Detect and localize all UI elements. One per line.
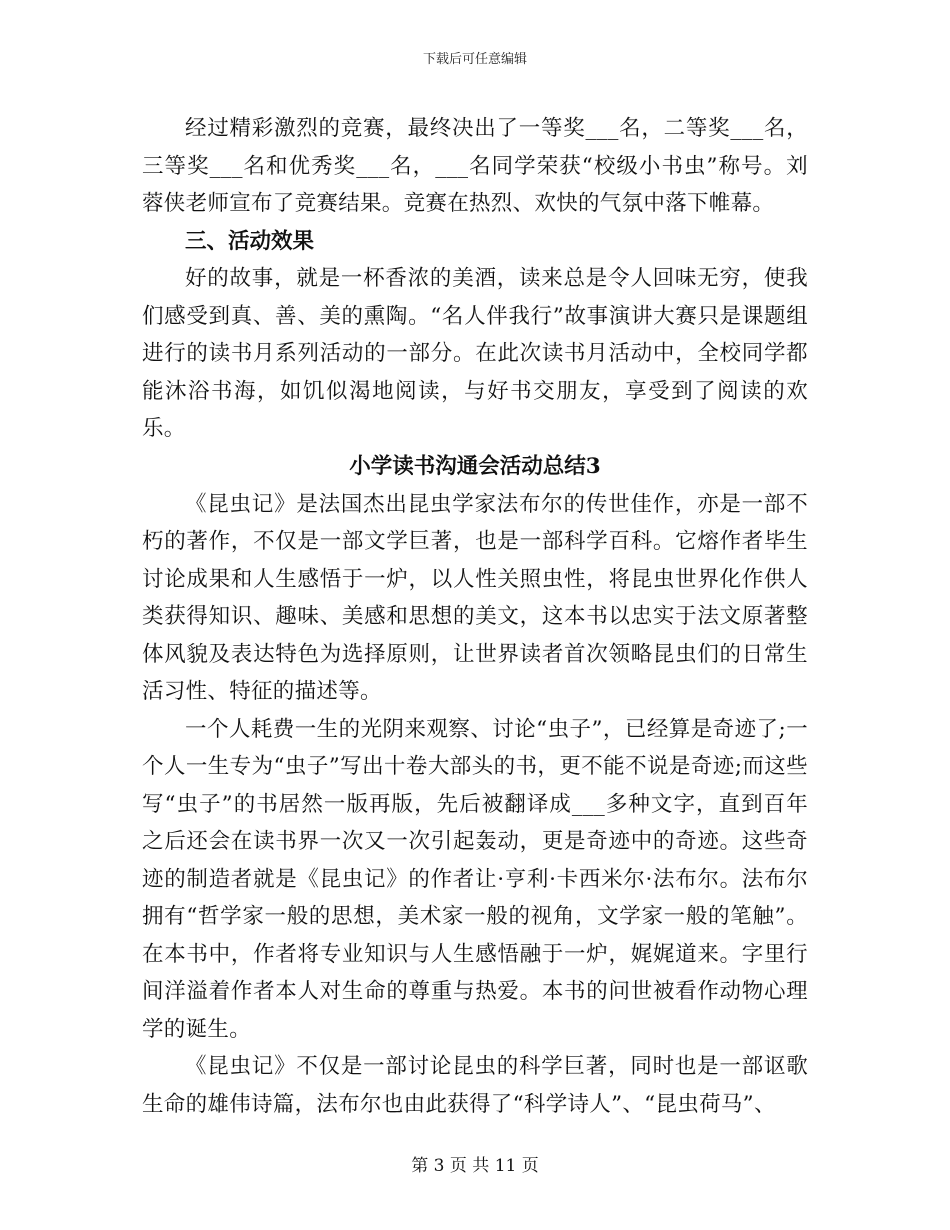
page-number-footer: 第 3 页 共 11 页 [411,1156,539,1176]
summary-title: 小学读书沟通会活动总结3 [349,453,601,479]
paragraph-activity-effect: 好的故事，就是一杯香浓的美酒，读来总是令人回味无穷，使我们感受到真、善、美的熏陶。“名人伴我行”故事演讲大赛只是课题组进行的读书月系列活动的一部分。在此次读书月活动中，全校同学都能沐浴书海，如饥似渴地阅读，与好书交朋友，享受到了阅读的欢乐。 [142,266,808,441]
paragraph-insect-book-intro: 《昆虫记》是法国杰出昆虫学家法布尔的传世佳作，亦是一部不朽的著作，不仅是一部文学巨著，也是一部科学百科。它熔作者毕生讨论成果和人生感悟于一炉，以人性关照虫性，将昆虫世界化作供人类获得知识、趣味、美感和思想的美文，这本书以忠实于法文原著整体风貌及表达特色为选择原则，让世界读者首次领略昆虫们的日常生活习性、特征的描述等。 [142,491,808,704]
section-heading-activity-effect: 三、活动效果 [185,228,315,254]
paragraph-insect-book-poem: 《昆虫记》不仅是一部讨论昆虫的科学巨著，同时也是一部讴歌生命的雄伟诗篇，法布尔也由此获得了“科学诗人”、“昆虫荷马”、 [142,1054,808,1117]
document-body [142,110,808,1123]
paragraph-competition-result: 经过精彩激烈的竞赛，最终决出了一等奖___名，二等奖___名，三等奖___名和优秀奖___名，___名同学荣获“校级小书虫”称号。刘蓉侠老师宣布了竞赛结果。竞赛在热烈、欢快的气氛中落下帷幕。 [142,116,808,216]
page-header: 下载后可任意编辑 [422,52,527,67]
paragraph-fabre-miracle: 一个人耗费一生的光阴来观察、讨论“虫子”，已经算是奇迹了;一个人一生专为“虫子”写出十卷大部头的书，更不能不说是奇迹;而这些写“虫子”的书居然一版再版，先后被翻译成___多种文字，直到百年之后还会在读书界一次又一次引起轰动，更是奇迹中的奇迹。这些奇迹的制造者就是《昆虫记》的作者让·亨利·卡西米尔·法布尔。法布尔拥有“哲学家一般的思想，美术家一般的视角，文学家一般的笔触”。在本书中，作者将专业知识与人生感悟融于一炉，娓娓道来。字里行间洋溢着作者本人对生命的尊重与热爱。本书的问世被看作动物心理学的诞生。 [142,716,808,1042]
